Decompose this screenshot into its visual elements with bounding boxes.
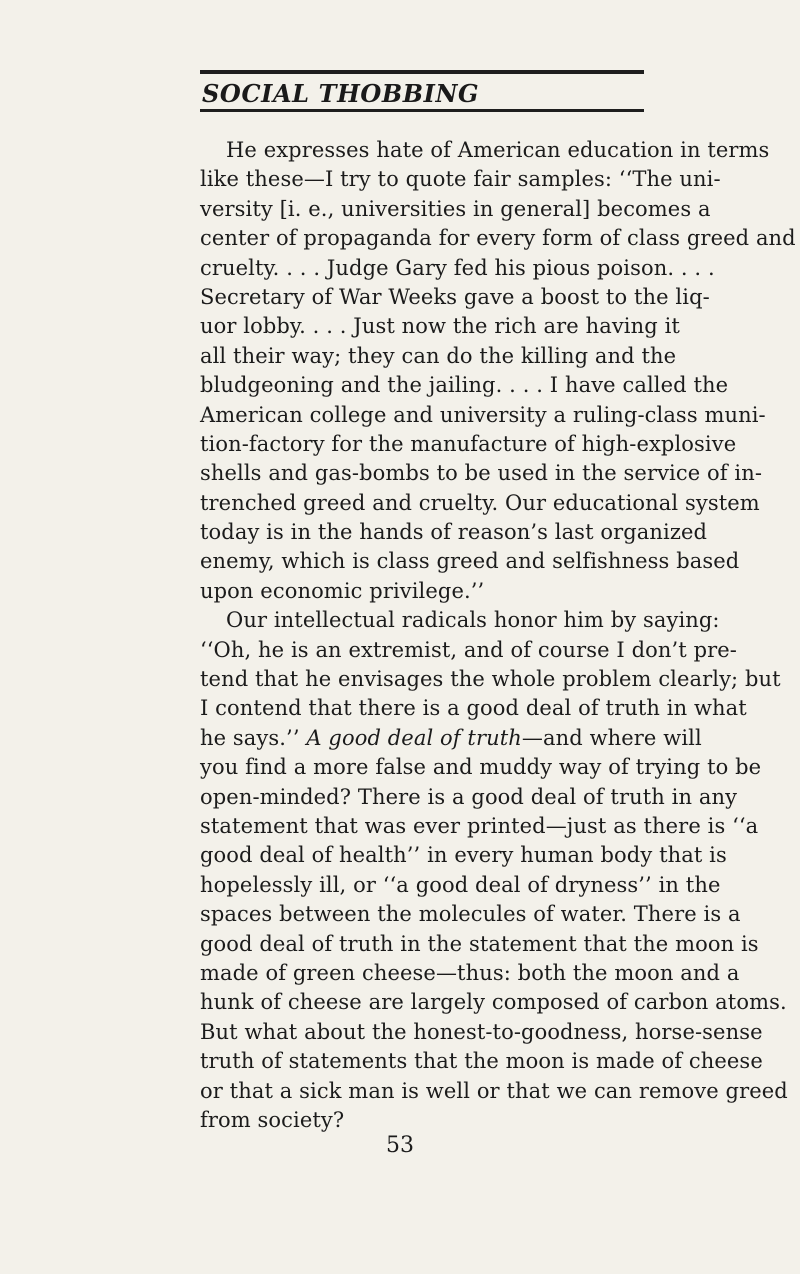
text-line: But what about the honest-to-goodness, horse-sense [200, 1019, 763, 1044]
text-line: open-minded? There is a good deal of truth in any [200, 784, 738, 809]
text-line: you find a more false and muddy way of trying to be [200, 755, 762, 780]
text-line: hopelessly ill, or ‘‘a good deal of dryness’’ in the [200, 872, 721, 897]
body-text [200, 136, 796, 1135]
text-line: uor lobby. . . . Just now the rich are having it [200, 314, 680, 339]
text-line: shells and gas-bombs to be used in the service of in- [200, 461, 763, 486]
page-number: 53 [386, 1133, 414, 1158]
text-line: today is in the hands of reason’s last organized [200, 520, 708, 545]
text-line: or that a sick man is well or that we can remove greed [200, 1078, 788, 1103]
text-line: Secretary of War Weeks gave a boost to the liq- [200, 284, 710, 309]
text-line: center of propaganda for every form of class greed and [200, 226, 796, 251]
text-line: made of green cheese—thus: both the moon and a [200, 960, 740, 985]
text-line: tion-factory for the manufacture of high-explosive [200, 431, 737, 456]
text-line: hunk of cheese are largely composed of carbon atoms. [200, 990, 787, 1015]
text-line: I contend that there is a good deal of truth in what [200, 696, 747, 721]
text-line: all their way; they can do the killing and the [200, 343, 677, 368]
text-line: tend that he envisages the whole problem clearly; but [200, 667, 781, 692]
text-line: trenched greed and cruelty. Our educational system [200, 490, 760, 515]
text-line: good deal of health’’ in every human body that is [200, 843, 727, 868]
text-line: Our intellectual radicals honor him by saying: [226, 608, 720, 633]
text-segment: —and where will [521, 725, 702, 750]
text-line: American college and university a ruling-class muni- [200, 402, 766, 427]
text-line: statement that was ever printed—just as there is ‘‘a [200, 813, 759, 838]
text-line: bludgeoning and the jailing. . . . I have called the [200, 373, 729, 398]
text-line: upon economic privilege.’’ [200, 578, 485, 603]
text-line: He expresses hate of American education in terms [226, 138, 770, 162]
text-line: cruelty. . . . Judge Gary fed his pious poison. . . . [200, 255, 715, 280]
text-line: truth of statements that the moon is made of cheese [200, 1049, 763, 1074]
header-rule-top [200, 70, 644, 74]
text-line: versity [i. e., universities in general] becomes a [200, 196, 711, 221]
text-line: good deal of truth in the statement that the moon is [200, 931, 759, 956]
text-line: like these—I try to quote fair samples: ‘‘The uni- [200, 167, 721, 192]
italic-phrase: A good deal of truth [306, 725, 522, 750]
text-segment: he says.’’ [200, 725, 307, 750]
text-line: ‘‘Oh, he is an extremist, and of course I don’t pre- [200, 637, 738, 662]
running-head: SOCIAL THOBBING [202, 79, 480, 108]
text-line: enemy, which is class greed and selfishness based [200, 549, 740, 574]
text-line: from society? [200, 1107, 345, 1132]
text-line: spaces between the molecules of water. There is a [200, 902, 741, 927]
header-rule-bottom [200, 109, 644, 112]
text-line-mixed [200, 724, 702, 753]
